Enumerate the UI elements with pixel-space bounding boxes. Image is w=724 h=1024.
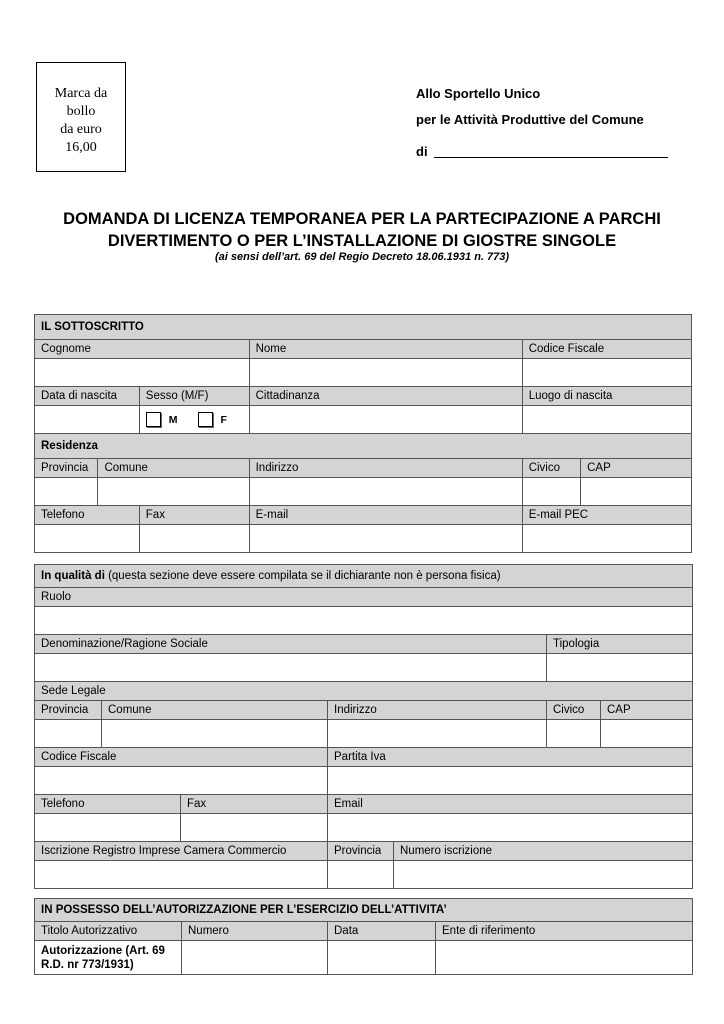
autorizzazione-type: Autorizzazione (Art. 69 R.D. nr 773/1931) [35,941,182,975]
autorizzazione-section [34,898,693,975]
ente-label: Ente di riferimento [436,922,693,941]
data-field[interactable] [328,941,436,975]
iscrizione-provincia-label: Provincia [328,842,394,861]
qualita-section [34,564,693,889]
numero-iscrizione-label: Numero iscrizione [394,842,693,861]
civico-label: Civico [522,459,580,478]
sede-telefono-field[interactable] [35,814,181,842]
sex-m-checkbox[interactable] [146,412,161,427]
numero-field[interactable] [182,941,328,975]
title-line-1: DOMANDA DI LICENZA TEMPORANEA PER LA PARTECIPAZIONE A PARCHI [63,210,661,228]
iscrizione-provincia-field[interactable] [328,861,394,889]
iscrizione-field[interactable] [35,861,328,889]
comune-label: Comune [98,459,249,478]
sede-cap-field[interactable] [601,720,693,748]
partita-iva-field[interactable] [328,767,693,795]
sede-cap-label: CAP [601,701,693,720]
sex-m-label: M [168,413,178,426]
nome-field[interactable] [249,359,522,387]
section-header: IL SOTTOSCRITTO [35,315,692,340]
email-field[interactable] [249,525,522,553]
residenza-header: Residenza [35,434,692,459]
address-line-3 [416,144,668,159]
sede-indirizzo-label: Indirizzo [328,701,547,720]
stamp-line-2: bollo [66,104,96,119]
document-title [0,208,724,252]
cap-field[interactable] [581,478,692,506]
cognome-field[interactable] [35,359,250,387]
address-line-2: per le Attività Produttive del Comune [416,112,644,127]
numero-iscrizione-field[interactable] [394,861,693,889]
luogo-nascita-field[interactable] [522,406,691,434]
sede-email-label: Email [328,795,693,814]
sesso-field [139,406,249,434]
sede-email-field[interactable] [328,814,693,842]
qualita-header-note: (questa sezione deve essere compilata se il dichiarante non è persona fisica) [104,570,501,582]
sede-provincia-field[interactable] [35,720,102,748]
sede-comune-field[interactable] [102,720,328,748]
sede-civico-label: Civico [547,701,601,720]
sede-codice-fiscale-field[interactable] [35,767,328,795]
ruolo-label: Ruolo [35,588,693,607]
sede-fax-label: Fax [181,795,328,814]
document-subtitle: (ai sensi dell’art. 69 del Regio Decreto 18.06.1931 n. 773) [214,251,510,263]
luogo-nascita-label: Luogo di nascita [522,387,691,406]
data-label: Data [328,922,436,941]
telefono-field[interactable] [35,525,140,553]
stamp-line-1: Marca da [54,86,108,101]
ruolo-field[interactable] [35,607,693,635]
fax-field[interactable] [139,525,249,553]
provincia-field[interactable] [35,478,98,506]
sex-f-label: F [220,413,227,426]
cognome-label: Cognome [35,340,250,359]
data-nascita-label: Data di nascita [35,387,140,406]
civico-field[interactable] [522,478,580,506]
pec-label: E-mail PEC [522,506,691,525]
email-label: E-mail [249,506,522,525]
denominazione-label: Denominazione/Ragione Sociale [35,635,547,654]
sede-fax-field[interactable] [181,814,328,842]
stamp-line-3: da euro [60,122,102,137]
denominazione-field[interactable] [35,654,547,682]
revenue-stamp-box [36,62,126,172]
sede-codice-fiscale-label: Codice Fiscale [35,748,328,767]
nome-label: Nome [249,340,522,359]
comune-field[interactable] [98,478,249,506]
qualita-header [35,565,693,588]
indirizzo-field[interactable] [249,478,522,506]
codice-fiscale-label: Codice Fiscale [522,340,691,359]
stamp-line-4: 16,00 [65,140,97,155]
cittadinanza-field[interactable] [249,406,522,434]
codice-fiscale-field[interactable] [522,359,691,387]
numero-label: Numero [182,922,328,941]
iscrizione-label: Iscrizione Registro Imprese Camera Commercio [35,842,328,861]
fax-label: Fax [139,506,249,525]
qualita-header-bold: In qualità di [41,570,105,582]
sede-legale-label: Sede Legale [35,682,693,701]
pec-field[interactable] [522,525,691,553]
tipologia-label: Tipologia [547,635,693,654]
sede-comune-label: Comune [102,701,328,720]
ente-field[interactable] [436,941,693,975]
comune-blank-field[interactable] [434,144,668,158]
sede-indirizzo-field[interactable] [328,720,547,748]
sex-f-checkbox[interactable] [198,412,213,427]
partita-iva-label: Partita Iva [328,748,693,767]
sede-provincia-label: Provincia [35,701,102,720]
titolo-label: Titolo Autorizzativo [35,922,182,941]
cittadinanza-label: Cittadinanza [249,387,522,406]
sesso-label: Sesso (M/F) [139,387,249,406]
tipologia-field[interactable] [547,654,693,682]
sede-telefono-label: Telefono [35,795,181,814]
address-di-label: di [416,144,428,159]
provincia-label: Provincia [35,459,98,478]
cap-label: CAP [581,459,692,478]
address-line-1: Allo Sportello Unico [416,86,541,101]
data-nascita-field[interactable] [35,406,140,434]
sottoscritto-section [34,314,692,553]
telefono-label: Telefono [35,506,140,525]
title-line-2: DIVERTIMENTO O PER L’INSTALLAZIONE DI GIOSTRE SINGOLE [107,232,617,250]
autorizzazione-header: IN POSSESSO DELL’AUTORIZZAZIONE PER L’ESERCIZIO DELL’ATTIVITA’ [35,899,693,922]
sede-civico-field[interactable] [547,720,601,748]
indirizzo-label: Indirizzo [249,459,522,478]
